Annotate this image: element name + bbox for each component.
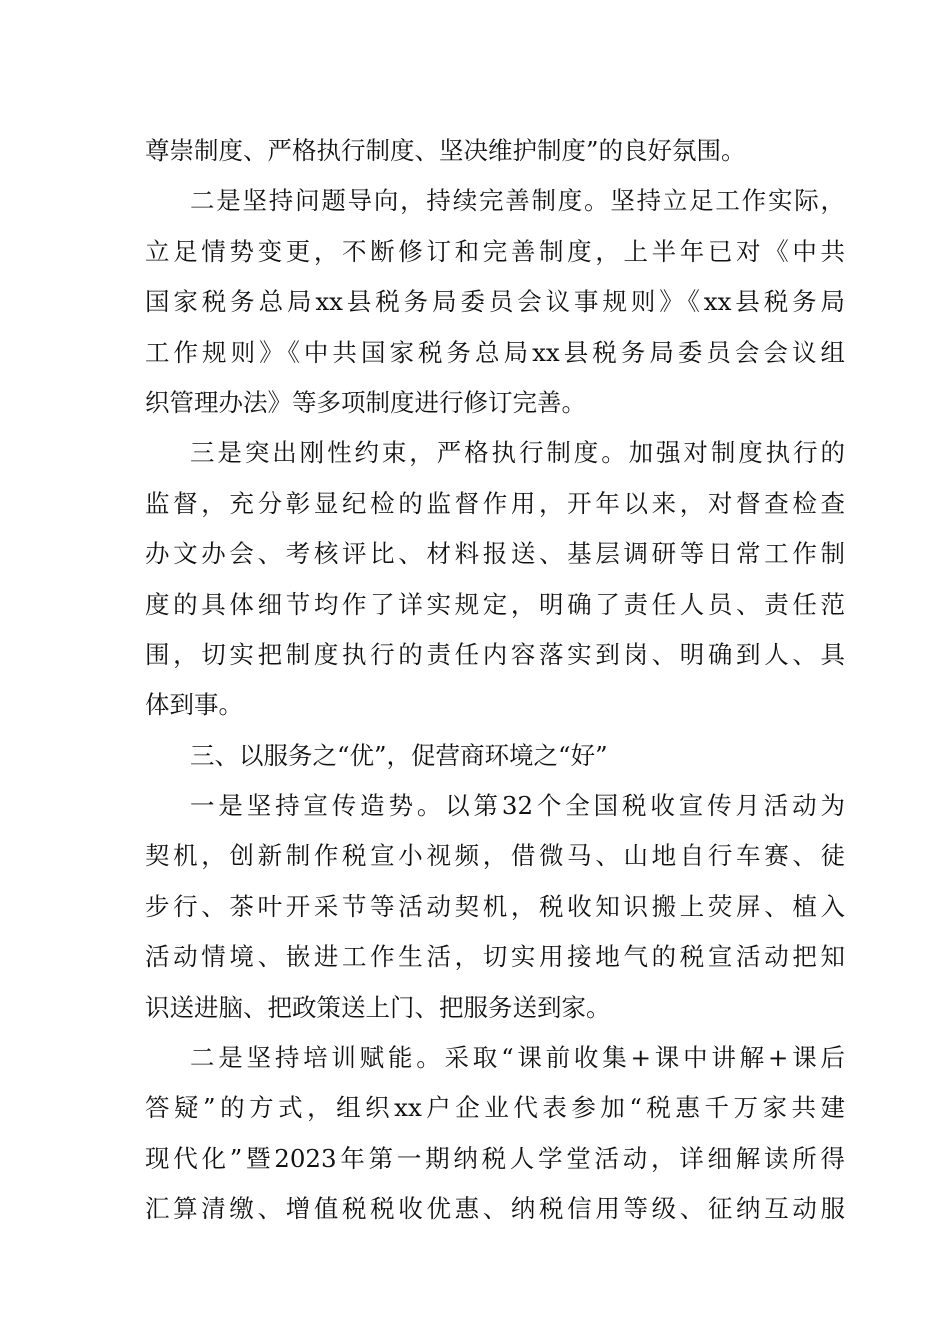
- text-line: 监督，充分彰显纪检的监督作用，开年以来，对督查检查: [145, 488, 845, 518]
- text-line: 立足情势变更，不断修订和完善制度，上半年已对《中共: [145, 236, 845, 266]
- text-line: 尊崇制度、严格执行制度、坚决维护制度”的良好氛围。: [145, 136, 746, 165]
- paragraph-start-line: 二是坚持问题导向，持续完善制度。坚持立足工作实际，: [190, 186, 845, 216]
- text-line: 国家税务总局xx县税务局委员会议事规则》《xx县税务局: [145, 287, 845, 317]
- text-line: 汇算清缴、增值税税收优惠、纳税信用等级、征纳互动服: [145, 1194, 845, 1224]
- text-line: 围，切实把制度执行的责任内容落实到岗、明确到人、具: [145, 639, 845, 669]
- text-line: 体到事。: [145, 690, 243, 720]
- text-line: 度的具体细节均作了详实规定，明确了责任人员、责任范: [145, 589, 845, 619]
- text-line: 现代化”暨2023年第一期纳税人学堂活动，详细解读所得: [145, 1143, 845, 1173]
- text-line: 织管理办法》等多项制度进行修订完善。: [145, 387, 586, 417]
- text-line: 契机，创新制作税宣小视频，借微马、山地自行车赛、徒: [145, 841, 845, 871]
- text-line: 答疑”的方式，组织xx户企业代表参加“税惠千万家共建: [145, 1093, 845, 1123]
- text-line: 活动情境、嵌进工作生活，切实用接地气的税宣活动把知: [145, 942, 845, 972]
- paragraph-start-line: 二是坚持培训赋能。采取“课前收集+课中讲解+课后: [190, 1043, 845, 1073]
- paragraph-start-line: 三是突出刚性约束，严格执行制度。加强对制度执行的: [190, 438, 845, 468]
- text-line: 工作规则》《中共国家税务总局xx县税务局委员会会议组: [145, 337, 845, 367]
- text-line: 步行、茶叶开采节等活动契机，税收知识搬上荧屏、植入: [145, 891, 845, 921]
- text-line: 识送进脑、把政策送上门、把服务送到家。: [145, 992, 611, 1022]
- text-line: 办文办会、考核评比、材料报送、基层调研等日常工作制: [145, 539, 845, 569]
- paragraph-start-line: 一是坚持宣传造势。以第32个全国税收宣传月活动为: [190, 791, 845, 821]
- document-body: [145, 126, 845, 1235]
- section-heading: 三、以服务之“优”，促营商环境之“好”: [190, 740, 608, 770]
